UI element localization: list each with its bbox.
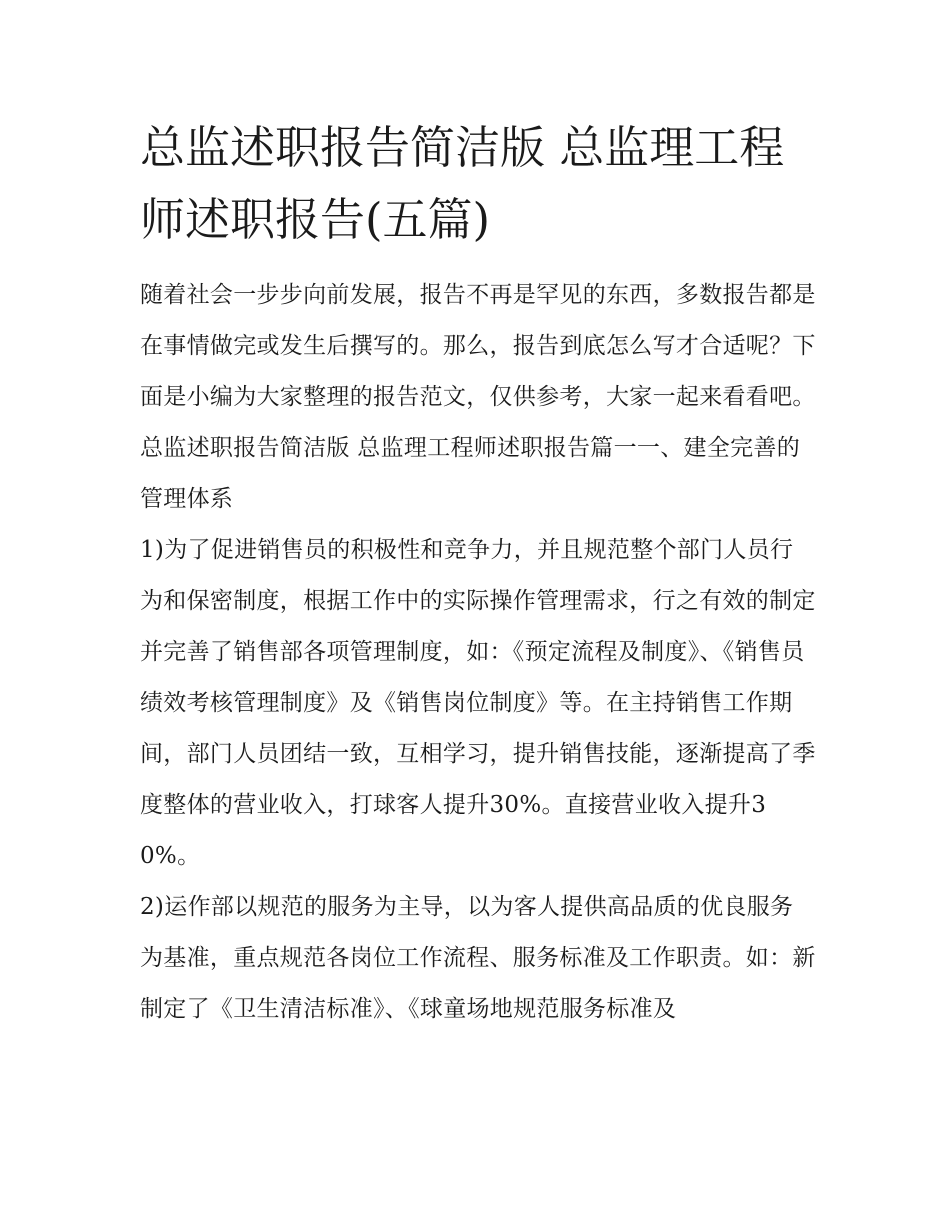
intro-paragraph: 随着社会一步步向前发展，报告不再是罕见的东西，多数报告都是在事情做完或发生后撰写的。那么，报告到底怎么写才合适呢？下面是小编为大家整理的报告范文，仅供参考，大家一起来看看吧。	[140, 282, 816, 410]
section-heading-paragraph: 总监述职报告简洁版 总监理工程师述职报告篇一一、建全完善的管理体系	[140, 435, 801, 512]
item-1-paragraph: 1)为了促进销售员的积极性和竞争力，并且规范整个部门人员行为和保密制度，根据工作中的实际操作管理需求，行之有效的制定并完善了销售部各项管理制度，如：《预定流程及制度》、《销售员绩效考核管理制度》及《销售岗位制度》等。在主持销售工作期间，部门人员团结一致，互相学习，提升销售技能，逐渐提高了季度整体的营业收入，打球客人提升30%。直接营业收入提升30%。	[140, 537, 816, 869]
document-body	[140, 112, 816, 1035]
item-2-paragraph: 2)运作部以规范的服务为主导，以为客人提供高品质的优良服务为基准，重点规范各岗位工作流程、服务标准及工作职责。如：新制定了《卫生清洁标准》、《球童场地规范服务标准及	[140, 894, 816, 1022]
document-title: 总监述职报告简洁版 总监理工程师述职报告(五篇)	[140, 121, 785, 246]
